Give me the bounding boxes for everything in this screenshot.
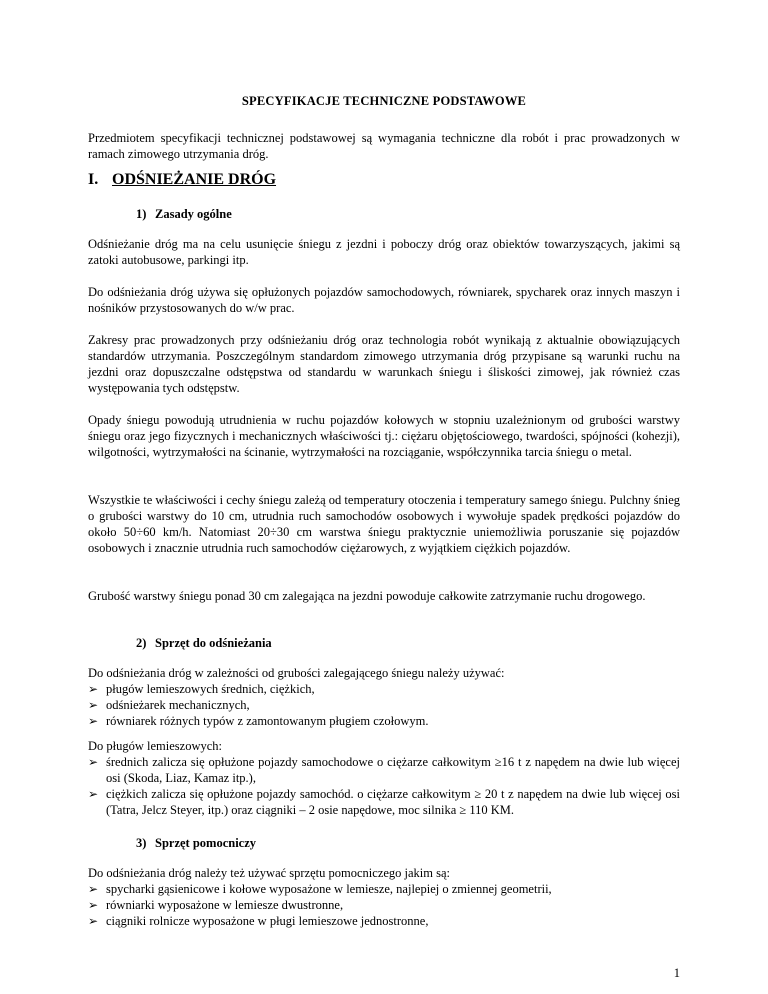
list-item	[88, 881, 680, 897]
list-item-text: równiarek różnych typów z zamontowanym pługiem czołowym.	[106, 714, 429, 728]
subsection-number: 3)	[136, 836, 147, 850]
arrow-bullet-icon: ➢	[88, 698, 99, 712]
list-item-text: ciągniki rolnicze wyposażone w pługi lemieszowe jednostronne,	[106, 914, 429, 928]
subsection-heading-2	[136, 636, 272, 651]
list-item-text: równiarki wyposażone w lemiesze dwustronne,	[106, 898, 344, 912]
list-item	[88, 913, 680, 929]
auxiliary-equipment-block	[88, 865, 680, 929]
subsection-heading-1	[136, 207, 232, 222]
arrow-bullet-icon: ➢	[88, 755, 99, 769]
subsection-title: Sprzęt pomocniczy	[155, 836, 257, 850]
list-item	[88, 697, 680, 713]
section-title: ODŚNIEŻANIE DRÓG	[112, 171, 277, 188]
paragraph: Odśnieżanie dróg ma na celu usunięcie śniegu z jezdni i poboczy dróg oraz obiektów towarzyszących, jakimi są zatoki autobusowe, parkingi itp.	[88, 237, 680, 267]
list-item	[88, 754, 680, 786]
list-item-text: średnich zalicza się opłużone pojazdy samochodowe o ciężarze całkowitym ≥16 t z napędem na dwie lub więcej osi (Skoda, Liaz, Kamaz itp.),	[106, 755, 680, 785]
list-item	[88, 786, 680, 818]
list-item-text: odśnieżarek mechanicznych,	[106, 698, 250, 712]
list-item-text: pługów lemieszowych średnich, ciężkich,	[106, 682, 315, 696]
arrow-bullet-icon: ➢	[88, 882, 99, 896]
paragraph: Grubość warstwy śniegu ponad 30 cm zalegająca na jezdni powoduje całkowite zatrzymanie ruchu drogowego.	[88, 589, 646, 603]
subsection-number: 1)	[136, 207, 147, 221]
subsection-title: Zasady ogólne	[155, 207, 232, 221]
list-intro: Do odśnieżania dróg należy też używać sprzętu pomocniczego jakim są:	[88, 866, 451, 880]
equipment-list-block	[88, 665, 680, 729]
subsection-title: Sprzęt do odśnieżania	[155, 636, 272, 650]
paragraph: Wszystkie te właściwości i cechy śniegu zależą od temperatury otoczenia i temperatury samego śniegu. Pulchny śnieg o grubości warstwy do 10 cm, utrudnia ruch samochodów osobowych i wywołuje spadek prędkości pojazdów do około 50÷60 km/h. Natomiast 20÷30 cm warstwa śniegu praktycznie uniemożliwia poruszanie się pojazdów osobowych i znacznie utrudnia ruch samochodów ciężarowych, z wyjątkiem ciężkich pojazdów.	[88, 493, 680, 555]
paragraph: Opady śniegu powodują utrudnienia w ruchu pojazdów kołowych w stopniu uzależnionym od grubości warstwy śniegu oraz jego fizycznych i mechanicznych właściwości tj.: ciężaru objętościowego, twardości, spójności (kohezji), wilgotności, wytrzymałości na ścinanie, wytrzymałości na rozciąganie, współczynnika tarcia śniegu o metal.	[88, 413, 680, 459]
list-item-text: spycharki gąsienicowe i kołowe wyposażone w lemiesze, najlepiej o zmiennej geometrii,	[106, 882, 552, 896]
list-item-text: ciężkich zalicza się opłużone pojazdy samochód. o ciężarze całkowitym ≥ 20 t z napędem na dwie lub więcej osi (Tatra, Jelcz Steyer, itp.) oraz ciągniki – 2 osie napędowe, moc silnika ≥ 110 KM.	[106, 787, 680, 817]
arrow-bullet-icon: ➢	[88, 787, 99, 801]
list-item	[88, 713, 680, 729]
section-number: I.	[88, 171, 99, 188]
auxiliary-equipment-list	[88, 881, 680, 929]
intro-paragraph: Przedmiotem specyfikacji technicznej podstawowej są wymagania techniczne dla robót i prac prowadzonych w ramach zimowego utrzymania dróg.	[88, 131, 680, 161]
arrow-bullet-icon: ➢	[88, 682, 99, 696]
list-intro: Do odśnieżania dróg w zależności od grubości zalegającego śniegu należy używać:	[88, 666, 505, 680]
arrow-bullet-icon: ➢	[88, 714, 99, 728]
document-title: SPECYFIKACJE TECHNICZNE PODSTAWOWE	[241, 94, 527, 108]
subsection-heading-3	[136, 836, 256, 851]
list-item	[88, 681, 680, 697]
page-number: 1	[673, 966, 680, 980]
arrow-bullet-icon: ➢	[88, 914, 99, 928]
equipment-list	[88, 681, 680, 729]
subsection-number: 2)	[136, 636, 147, 650]
plow-list	[88, 754, 680, 818]
section-heading	[88, 171, 276, 189]
paragraph: Do odśnieżania dróg używa się opłużonych pojazdów samochodowych, równiarek, spycharek oraz innych maszyn i nośników przystosowanych do w/w prac.	[88, 285, 680, 315]
list-item	[88, 897, 680, 913]
list-intro: Do pługów lemieszowych:	[88, 739, 223, 753]
arrow-bullet-icon: ➢	[88, 898, 99, 912]
paragraph: Zakresy prac prowadzonych przy odśnieżaniu dróg oraz technologia robót wynikają z aktualnie obowiązujących standardów utrzymania. Poszczególnym standardom zimowego utrzymania dróg przypisane są warunki ruchu na jezdni oraz dopuszczalne odstępstwa od standardu w warunkach śniegu i śliskości zimowej, jak również czas występowania tych odstępstw.	[88, 333, 680, 395]
plow-list-block	[88, 738, 680, 818]
